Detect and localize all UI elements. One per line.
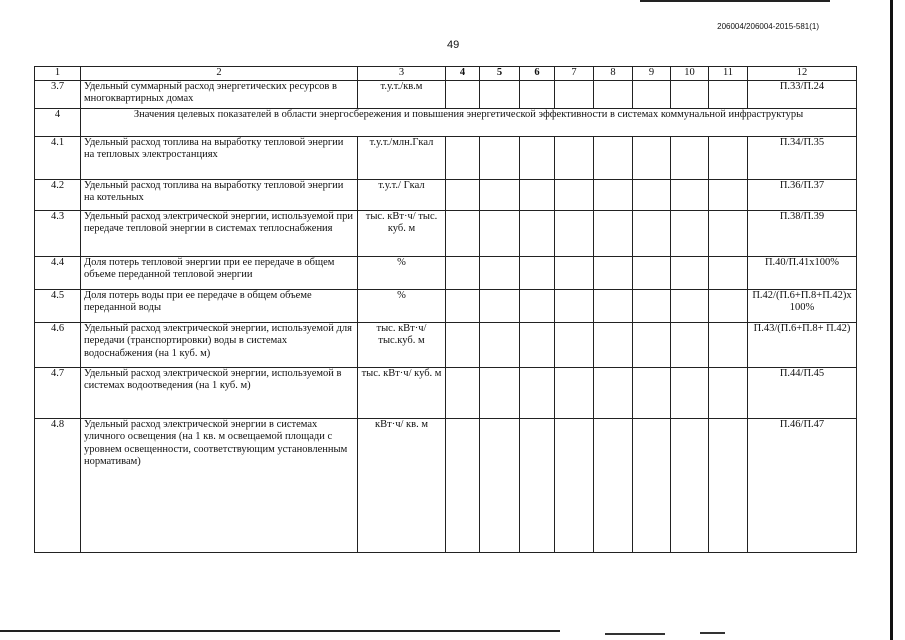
indicator-formula: П.34/П.35 xyxy=(748,136,857,179)
indicator-name: Доля потерь тепловой энергии при ее передаче в общем объеме переданной тепловой энергии xyxy=(81,256,358,289)
indicator-formula: П.36/П.37 xyxy=(748,179,857,210)
col-header: 3 xyxy=(358,67,446,81)
indicator-unit: тыс. кВт·ч/ тыс. куб. м xyxy=(358,210,446,256)
indicator-name: Удельный суммарный расход энергетических ресурсов в многоквартирных домах xyxy=(81,80,358,108)
row-number: 4.8 xyxy=(35,418,81,552)
indicator-name: Доля потерь воды при ее передаче в общем объеме переданной воды xyxy=(81,289,358,322)
table-row xyxy=(35,256,857,289)
col-header: 6 xyxy=(520,67,555,81)
section-row xyxy=(35,108,857,136)
col-header: 2 xyxy=(81,67,358,81)
page-number: 49 xyxy=(447,39,460,51)
table-row xyxy=(35,322,857,367)
indicator-unit: т.у.т./ Гкал xyxy=(358,179,446,210)
row-number: 4.5 xyxy=(35,289,81,322)
section-title: Значения целевых показателей в области энергосбережения и повышения энергетической эффективности в системах коммунальной инфраструктуры xyxy=(81,108,857,136)
row-number: 4.2 xyxy=(35,179,81,210)
col-header: 10 xyxy=(671,67,709,81)
indicator-name: Удельный расход электрической энергии, используемой в системах водоотведения (на 1 куб. м) xyxy=(81,367,358,418)
table-row xyxy=(35,367,857,418)
indicator-unit: тыс. кВт·ч/ куб. м xyxy=(358,367,446,418)
row-number: 4.4 xyxy=(35,256,81,289)
col-header: 1 xyxy=(35,67,81,81)
scan-edge-top xyxy=(640,0,830,2)
table-row xyxy=(35,80,857,108)
indicator-name: Удельный расход электрической энергии, используемой для передачи (транспортировки) воды в системах водоснабжения (на 1 куб. м) xyxy=(81,322,358,367)
indicator-formula: П.43/(П.6+П.8+ П.42) xyxy=(748,322,857,367)
document-id: 206004/206004-2015-581(1) xyxy=(717,22,819,31)
col-header: 8 xyxy=(594,67,633,81)
header-row xyxy=(35,67,857,81)
indicator-formula: П.42/(П.6+П.8+П.42)х 100% xyxy=(748,289,857,322)
row-number: 4 xyxy=(35,108,81,136)
indicator-name: Удельный расход электрической энергии, используемой при передаче тепловой энергии в системах теплоснабжения xyxy=(81,210,358,256)
col-header: 5 xyxy=(480,67,520,81)
indicator-name: Удельный расход топлива на выработку тепловой энергии на котельных xyxy=(81,179,358,210)
col-header: 7 xyxy=(555,67,594,81)
indicator-formula: П.44/П.45 xyxy=(748,367,857,418)
scan-mark xyxy=(605,633,665,635)
table-row xyxy=(35,289,857,322)
scan-mark xyxy=(700,632,725,634)
col-header: 9 xyxy=(633,67,671,81)
table-row xyxy=(35,179,857,210)
row-number: 4.7 xyxy=(35,367,81,418)
row-number: 4.3 xyxy=(35,210,81,256)
indicator-formula: П.46/П.47 xyxy=(748,418,857,552)
indicator-unit: кВт·ч/ кв. м xyxy=(358,418,446,552)
indicator-formula: П.38/П.39 xyxy=(748,210,857,256)
table-row xyxy=(35,210,857,256)
indicator-unit: % xyxy=(358,256,446,289)
row-number: 3.7 xyxy=(35,80,81,108)
col-header: 11 xyxy=(709,67,748,81)
indicator-name: Удельный расход топлива на выработку тепловой энергии на тепловых электростанциях xyxy=(81,136,358,179)
col-header: 12 xyxy=(748,67,857,81)
scan-edge-bottom xyxy=(0,630,560,632)
col-header: 4 xyxy=(446,67,480,81)
indicator-unit: т.у.т./млн.Гкал xyxy=(358,136,446,179)
indicator-unit: % xyxy=(358,289,446,322)
table-row xyxy=(35,136,857,179)
row-number: 4.1 xyxy=(35,136,81,179)
indicator-unit: т.у.т./кв.м xyxy=(358,80,446,108)
scan-edge-right xyxy=(890,0,893,640)
indicators-table xyxy=(34,66,857,553)
row-number: 4.6 xyxy=(35,322,81,367)
indicator-unit: тыс. кВт·ч/ тыс.куб. м xyxy=(358,322,446,367)
table-row xyxy=(35,418,857,552)
indicator-formula: П.33/П.24 xyxy=(748,80,857,108)
indicator-name: Удельный расход электрической энергии в системах уличного освещения (на 1 кв. м освещаемой площади с уровнем освещенности, соответствующим установленным нормативам) xyxy=(81,418,358,552)
indicator-formula: П.40/П.41х100% xyxy=(748,256,857,289)
